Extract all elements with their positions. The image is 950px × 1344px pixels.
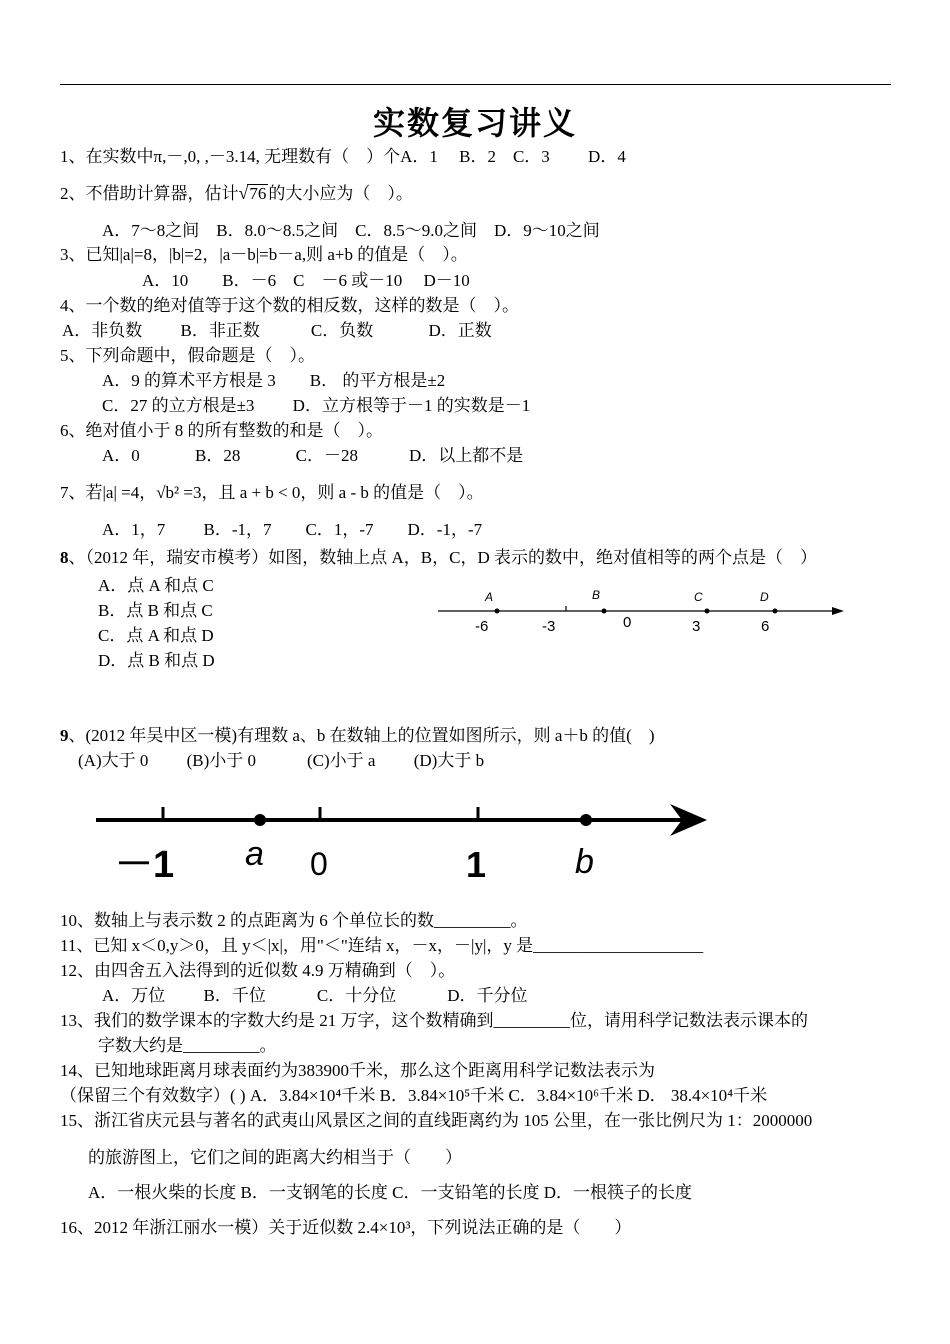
question-12-options: A．万位 B．千位 C．十分位 D．千分位 xyxy=(102,986,528,1005)
question-15-options: A．一根火柴的长度 B．一支钢笔的长度 C．一支铅笔的长度 D．一根筷子的长度 xyxy=(88,1183,692,1202)
question-2-radicand: 76 xyxy=(249,184,267,203)
point-c-label: C xyxy=(694,590,703,604)
tick-label: 3 xyxy=(692,618,701,635)
question-2: 2、不借助计算器，估计√76 的大小应为（ ）。 xyxy=(60,183,413,203)
question-16: 16、2012 年浙江丽水一模）关于近似数 2.4×10³，下列说法正确的是（ ） xyxy=(60,1218,632,1237)
question-15-line-1: 15、浙江省庆元县与著名的武夷山风景区之间的直线距离约为 105 公里，在一张比例尺为 1：2000000 xyxy=(60,1111,813,1130)
question-2-suffix: 的大小应为（ ）。 xyxy=(268,184,413,203)
tick-label: -6 xyxy=(475,618,489,635)
tick-label: 0 xyxy=(623,614,632,631)
question-10: 10、数轴上与表示数 2 的点距离为 6 个单位长的数_________。 xyxy=(60,911,528,930)
point-a-dot xyxy=(254,814,266,826)
question-9-options: (A)大于 0 (B)小于 0 (C)小于 a (D)大于 b xyxy=(78,751,485,770)
question-3: 3、已知|a|=8，|b|=2，|a－b|=b－a,则 a+b 的值是（ ）。 xyxy=(60,245,468,264)
tick-label-minus-one: －1 xyxy=(115,844,175,886)
question-14-line-2: （保留三个有效数字）( ) A．3.84×10⁴千米 B．3.84×10⁵千米 C．3.84×10⁶千米 D． 38.4×10⁴千米 xyxy=(60,1086,768,1105)
question-8-text: 、（2012 年，瑞安市模考）如图，数轴上点 A，B，C，D 表示的数中，绝对值相等的两个点是（ ） xyxy=(68,548,817,567)
question-1: 1、在实数中π,－,0, ,－3.14, 无理数有（ ）个A．1 B．2 C．3 D．4 xyxy=(60,147,626,166)
question-9 xyxy=(60,725,654,747)
question-11: 11、已知 x＜0,y＞0，且 y＜|x|，用"＜"连结 x，－x，－|y|，y 是____________________ xyxy=(60,936,704,955)
header-rule xyxy=(60,84,891,85)
point-c-dot xyxy=(705,609,710,614)
tick-label: 6 xyxy=(761,618,770,635)
tick-label-zero: 0 xyxy=(310,846,328,882)
question-4-options: A．非负数 B．非正数 C．负数 D．正数 xyxy=(62,321,492,340)
question-2-options: A．7～8之间 B．8.0～8.5之间 C．8.5～9.0之间 D．9～10之间 xyxy=(102,221,600,240)
question-15-line-2: 的旅游图上，它们之间的距离大约相当于（ ） xyxy=(88,1148,462,1167)
question-8-option-c: C．点 A 和点 D xyxy=(98,626,214,645)
question-3-options: A．10 B．－6 C －6 或－10 D－10 xyxy=(142,271,470,290)
question-9-number: 9 xyxy=(60,726,69,745)
question-8-option-d: D．点 B 和点 D xyxy=(98,651,215,670)
question-5-options-cd: C．27 的立方根是±3 D．立方根等于－1 的实数是－1 xyxy=(102,396,531,415)
question-9-text: 、(2012 年吴中区一模)有理数 a、b 在数轴上的位置如图所示，则 a＋b 的值( ) xyxy=(68,726,655,745)
point-b-dot xyxy=(580,814,592,826)
question-7: 7、若|a| =4，√b² =3，且 a + b < 0，则 a - b 的值是（ ）。 xyxy=(60,483,484,502)
question-6-options: A．0 B．28 C．－28 D．以上都不是 xyxy=(102,446,524,465)
point-d-label: D xyxy=(760,590,769,604)
question-8-option-b: B．点 B 和点 C xyxy=(98,601,213,620)
point-a-label: A xyxy=(485,590,494,604)
question-4: 4、一个数的绝对值等于这个数的相反数，这样的数是（ ）。 xyxy=(60,296,519,315)
question-8-option-a: A．点 A 和点 C xyxy=(98,576,214,595)
number-line-q8 xyxy=(430,585,850,635)
point-a-label: a xyxy=(245,835,264,873)
question-5-options-ab: A．9 的算术平方根是 3 B． 的平方根是±2 xyxy=(102,371,446,390)
question-8 xyxy=(60,547,817,569)
page-title: 实数复习讲义 xyxy=(372,104,577,142)
question-12: 12、由四舍五入法得到的近似数 4.9 万精确到（ ）。 xyxy=(60,961,456,980)
tick-label-one: 1 xyxy=(466,844,487,885)
question-13-line-1: 13、我们的数学课本的字数大约是 21 万字，这个数精确到_________位，请用科学记数法表示课本的 xyxy=(60,1011,808,1030)
axis-arrow xyxy=(832,607,844,615)
tick-label: -3 xyxy=(542,618,556,635)
question-8-number: 8 xyxy=(60,548,69,567)
number-line-q9 xyxy=(90,795,720,890)
point-b-dot xyxy=(602,609,607,614)
question-6: 6、绝对值小于 8 的所有整数的和是（ ）。 xyxy=(60,421,383,440)
point-a-dot xyxy=(495,609,500,614)
point-d-dot xyxy=(773,609,778,614)
question-7-options: A．1，7 B．-1，7 C．1，-7 D．-1，-7 xyxy=(102,520,483,539)
point-b-label: B xyxy=(592,588,601,602)
question-5: 5、下列命题中，假命题是（ ）。 xyxy=(60,346,315,365)
question-2-prefix: 2、不借助计算器，估计 xyxy=(60,184,239,203)
question-13-line-2: 字数大约是_________。 xyxy=(98,1036,277,1055)
point-b-label: b xyxy=(575,843,594,881)
question-14-line-1: 14、已知地球距离月球表面约为383900千米，那么这个距离用科学记数法表示为 xyxy=(60,1061,655,1080)
